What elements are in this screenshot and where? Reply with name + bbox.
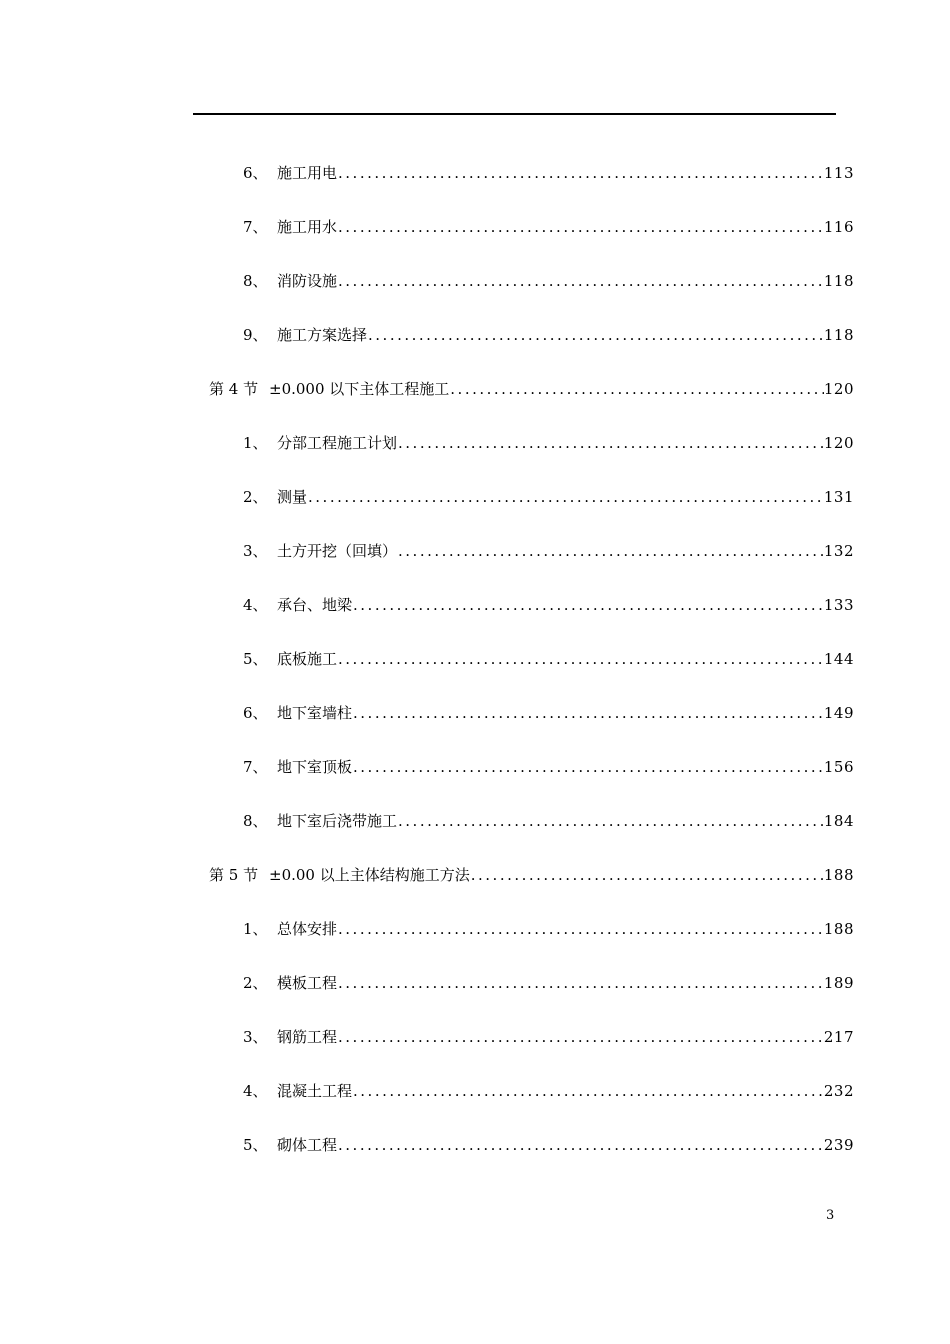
toc-page-number: 120 [823,434,854,452]
toc-item-entry[interactable] [0,686,950,740]
toc-page-number: 217 [823,1028,854,1046]
toc-page-number: 113 [823,164,854,182]
toc-section-entry[interactable] [0,362,950,416]
toc-entry-number: 2、 [243,488,268,506]
footer-page-number: 3 [826,1208,835,1223]
toc-entry-number: 5、 [243,1136,268,1154]
toc-entry-number: 6、 [243,704,268,722]
toc-item-entry[interactable] [0,1010,950,1064]
toc-dot-leader [337,632,824,686]
toc-page-number: 116 [823,218,854,236]
toc-entry-title: 模板工程 [277,974,338,992]
toc-entry-number: 7、 [243,218,268,236]
toc-item-entry[interactable] [0,740,950,794]
toc-entry-title: 地下室顶板 [277,758,353,776]
toc-section-entry[interactable] [0,848,950,902]
toc-dot-leader [397,794,824,848]
toc-page-number: 132 [823,542,854,560]
toc-entry-number: 8、 [243,272,268,290]
toc-dot-leader [337,146,824,200]
toc-dot-leader [449,362,824,416]
toc-dot-leader [337,1010,824,1064]
toc-entry-number: 2、 [243,974,268,992]
toc-item-entry[interactable] [0,578,950,632]
toc-entry-number: 3、 [243,1028,268,1046]
toc-page-number: 133 [823,596,854,614]
toc-page-number: 184 [823,812,854,830]
toc-dot-leader [337,1118,824,1172]
toc-entry-title: 底板施工 [277,650,338,668]
table-of-contents [0,146,950,1172]
toc-item-entry[interactable] [0,524,950,578]
toc-page-number: 188 [823,920,854,938]
toc-dot-leader [470,848,824,902]
toc-entry-title: 施工用水 [277,218,338,236]
toc-dot-leader [352,740,824,794]
toc-item-entry[interactable] [0,902,950,956]
toc-item-entry[interactable] [0,1118,950,1172]
toc-entry-title: 施工方案选择 [277,326,368,344]
toc-dot-leader [307,470,824,524]
toc-entry-title: 砌体工程 [277,1136,338,1154]
toc-dot-leader [337,902,824,956]
toc-entry-number: 7、 [243,758,268,776]
toc-dot-leader [397,416,824,470]
toc-entry-title: 分部工程施工计划 [277,434,398,452]
toc-entry-title: ±0.00 以上主体结构施工方法 [269,866,470,884]
toc-entry-title: 混凝土工程 [277,1082,353,1100]
toc-entry-number: 8、 [243,812,268,830]
toc-dot-leader [337,956,824,1010]
toc-page-number: 118 [823,272,854,290]
toc-entry-number: 1、 [243,434,268,452]
toc-entry-number: 9、 [243,326,268,344]
toc-item-entry[interactable] [0,146,950,200]
toc-entry-number: 第 5 节 [209,866,259,884]
toc-dot-leader [367,308,824,362]
toc-dot-leader [397,524,824,578]
toc-entry-title: 地下室墙柱 [277,704,353,722]
toc-item-entry[interactable] [0,956,950,1010]
toc-page-number: 149 [823,704,854,722]
toc-dot-leader [352,1064,824,1118]
toc-entry-number: 第 4 节 [209,380,259,398]
toc-page-number: 239 [823,1136,854,1154]
toc-entry-number: 3、 [243,542,268,560]
toc-item-entry[interactable] [0,254,950,308]
toc-dot-leader [352,686,824,740]
toc-dot-leader [337,200,824,254]
toc-item-entry[interactable] [0,416,950,470]
toc-entry-number: 5、 [243,650,268,668]
toc-page-number: 188 [823,866,854,884]
toc-page-number: 156 [823,758,854,776]
toc-page-number: 120 [823,380,854,398]
toc-item-entry[interactable] [0,794,950,848]
toc-dot-leader [337,254,824,308]
toc-entry-title: 消防设施 [277,272,338,290]
toc-page-number: 144 [823,650,854,668]
toc-entry-title: 土方开挖（回填） [277,542,398,560]
header-rule [193,113,836,115]
toc-item-entry[interactable] [0,632,950,686]
toc-entry-title: 施工用电 [277,164,338,182]
toc-page-number: 118 [823,326,854,344]
toc-dot-leader [352,578,824,632]
toc-entry-title: 测量 [277,488,308,506]
toc-entry-title: 总体安排 [277,920,338,938]
toc-entry-title: 钢筋工程 [277,1028,338,1046]
toc-entry-title: 承台、地梁 [277,596,353,614]
toc-item-entry[interactable] [0,1064,950,1118]
toc-page-number: 131 [823,488,854,506]
toc-item-entry[interactable] [0,470,950,524]
toc-entry-number: 1、 [243,920,268,938]
toc-entry-number: 6、 [243,164,268,182]
toc-item-entry[interactable] [0,200,950,254]
toc-item-entry[interactable] [0,308,950,362]
toc-entry-title: 地下室后浇带施工 [277,812,398,830]
toc-entry-number: 4、 [243,596,268,614]
toc-entry-number: 4、 [243,1082,268,1100]
toc-page-number: 189 [823,974,854,992]
toc-page-number: 232 [823,1082,854,1100]
toc-entry-title: ±0.000 以下主体工程施工 [269,380,450,398]
